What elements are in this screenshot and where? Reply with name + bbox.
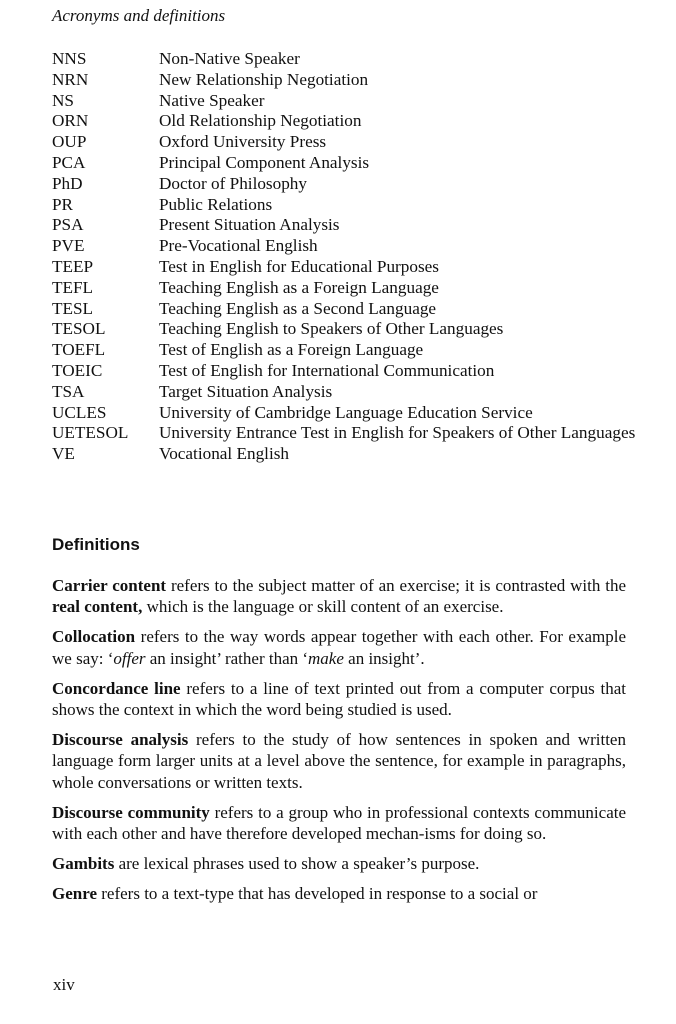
definition-term: Genre	[52, 883, 98, 903]
acronym-row	[52, 299, 642, 320]
acronym-abbr: UCLES	[52, 402, 107, 422]
acronym-row	[52, 111, 642, 132]
acronym-abbr: TESOL	[52, 319, 106, 339]
acronym-definition: Present Situation Analysis	[159, 215, 340, 235]
definition-text: an insight’.	[343, 648, 425, 668]
definition-text: refers to the study of how sentences in spoken and written language form larger units at a level above the sentence, for example in paragraphs, whole conversations or written texts.	[52, 729, 626, 792]
definition-term: Carrier content	[52, 576, 167, 595]
definition-text: refers to a text-type that has developed in response to a social or	[97, 883, 538, 903]
acronym-abbr: TOEIC	[52, 360, 103, 380]
acronym-row	[52, 361, 642, 382]
definition-text: refers to a line of text printed out from a computer corpus that shows the context in which the word being studied is used.	[52, 678, 626, 720]
acronym-abbr: TEEP	[52, 256, 94, 276]
acronym-row	[52, 236, 642, 257]
definition-paragraph	[52, 802, 626, 845]
acronym-abbr: TEFL	[52, 277, 94, 297]
acronym-row	[52, 319, 642, 340]
acronym-definition: Principal Component Analysis	[159, 152, 370, 172]
definition-text: an insight’ rather than ‘	[145, 648, 309, 668]
acronym-abbr: ORN	[52, 111, 89, 131]
acronym-definition: Teaching English to Speakers of Other Languages	[159, 319, 504, 339]
acronym-abbr: TSA	[52, 381, 85, 401]
acronym-row	[52, 278, 642, 299]
definition-paragraph	[52, 853, 626, 874]
definition-paragraph	[52, 729, 626, 793]
definition-emphasis: offer	[113, 648, 146, 668]
acronym-row	[52, 195, 642, 216]
acronym-definition: Public Relations	[159, 194, 273, 214]
definition-term: Discourse community	[52, 802, 210, 822]
definition-paragraph	[52, 678, 626, 721]
acronym-definition: Test of English as a Foreign Language	[159, 340, 424, 360]
acronym-row	[52, 340, 642, 361]
acronym-abbr: PVE	[52, 236, 85, 256]
acronym-abbr: TOEFL	[52, 340, 106, 360]
definitions-list	[52, 575, 626, 913]
definition-text: which is the language or skill content of an exercise.	[142, 597, 504, 617]
acronym-definition: Oxford University Press	[159, 132, 327, 152]
acronym-definition: New Relationship Negotiation	[159, 69, 369, 89]
definition-term: Gambits	[52, 853, 115, 873]
acronym-abbr: PhD	[52, 173, 83, 193]
acronym-definition: Target Situation Analysis	[159, 381, 333, 401]
definition-paragraph	[52, 883, 626, 904]
acronym-definition: Teaching English as a Foreign Language	[159, 277, 439, 297]
acronym-list	[52, 49, 642, 465]
acronym-abbr: NS	[52, 90, 74, 110]
acronym-row	[52, 70, 642, 91]
acronym-definition: Test of English for International Communication	[159, 360, 495, 380]
acronym-row	[52, 49, 642, 70]
acronym-abbr: OUP	[52, 132, 87, 152]
acronym-definition: Vocational English	[159, 444, 290, 464]
acronym-definition: Pre-Vocational English	[159, 236, 318, 256]
acronym-definition: Test in English for Educational Purposes	[159, 256, 439, 276]
definition-text: refers to a group who in professional contexts communicate with each other and have therefore developed mechan-isms for doing so.	[52, 802, 627, 844]
page-number: xiv	[53, 975, 75, 994]
acronym-abbr: VE	[52, 444, 75, 464]
acronym-definition: Non-Native Speaker	[159, 49, 300, 68]
acronym-definition: University of Cambridge Language Education Service	[159, 402, 533, 422]
acronym-definition: Teaching English as a Second Language	[159, 298, 437, 318]
acronym-abbr: TESL	[52, 298, 94, 318]
definition-text: refers to the subject matter of an exercise; it is contrasted with the	[166, 576, 626, 595]
acronym-abbr: PR	[52, 194, 74, 214]
definition-emphasis: make	[308, 648, 344, 668]
acronym-row	[52, 215, 642, 236]
acronym-definition: Doctor of Philosophy	[159, 173, 307, 193]
acronym-abbr: PSA	[52, 215, 84, 235]
definition-term: Collocation	[52, 627, 136, 647]
definition-term: Discourse analysis	[52, 729, 189, 749]
acronym-abbr: PCA	[52, 152, 86, 172]
acronym-row	[52, 423, 642, 444]
definitions-heading: Definitions	[52, 535, 140, 554]
definition-term: Concordance line	[52, 678, 181, 698]
acronym-row	[52, 403, 642, 424]
acronym-row	[52, 382, 642, 403]
acronym-row	[52, 174, 642, 195]
acronym-row	[52, 91, 642, 112]
definition-text: are lexical phrases used to show a speaker’s purpose.	[114, 853, 480, 873]
acronym-definition: University Entrance Test in English for Speakers of Other Languages	[159, 423, 636, 443]
acronym-definition: Native Speaker	[159, 90, 265, 110]
definition-text: refers to the way words appear together with each other. For example we say: ‘	[52, 627, 626, 668]
acronym-abbr: UETESOL	[52, 423, 129, 443]
acronym-row	[52, 153, 642, 174]
running-head: Acronyms and definitions	[52, 6, 226, 25]
acronym-definition: Old Relationship Negotiation	[159, 111, 362, 131]
definition-term: real content,	[52, 597, 143, 617]
acronym-row	[52, 444, 642, 465]
acronym-row	[52, 257, 642, 278]
definition-paragraph	[52, 575, 626, 618]
definition-paragraph	[52, 626, 626, 669]
acronym-abbr: NRN	[52, 69, 89, 89]
acronym-abbr: NNS	[52, 49, 87, 68]
acronym-row	[52, 132, 642, 153]
